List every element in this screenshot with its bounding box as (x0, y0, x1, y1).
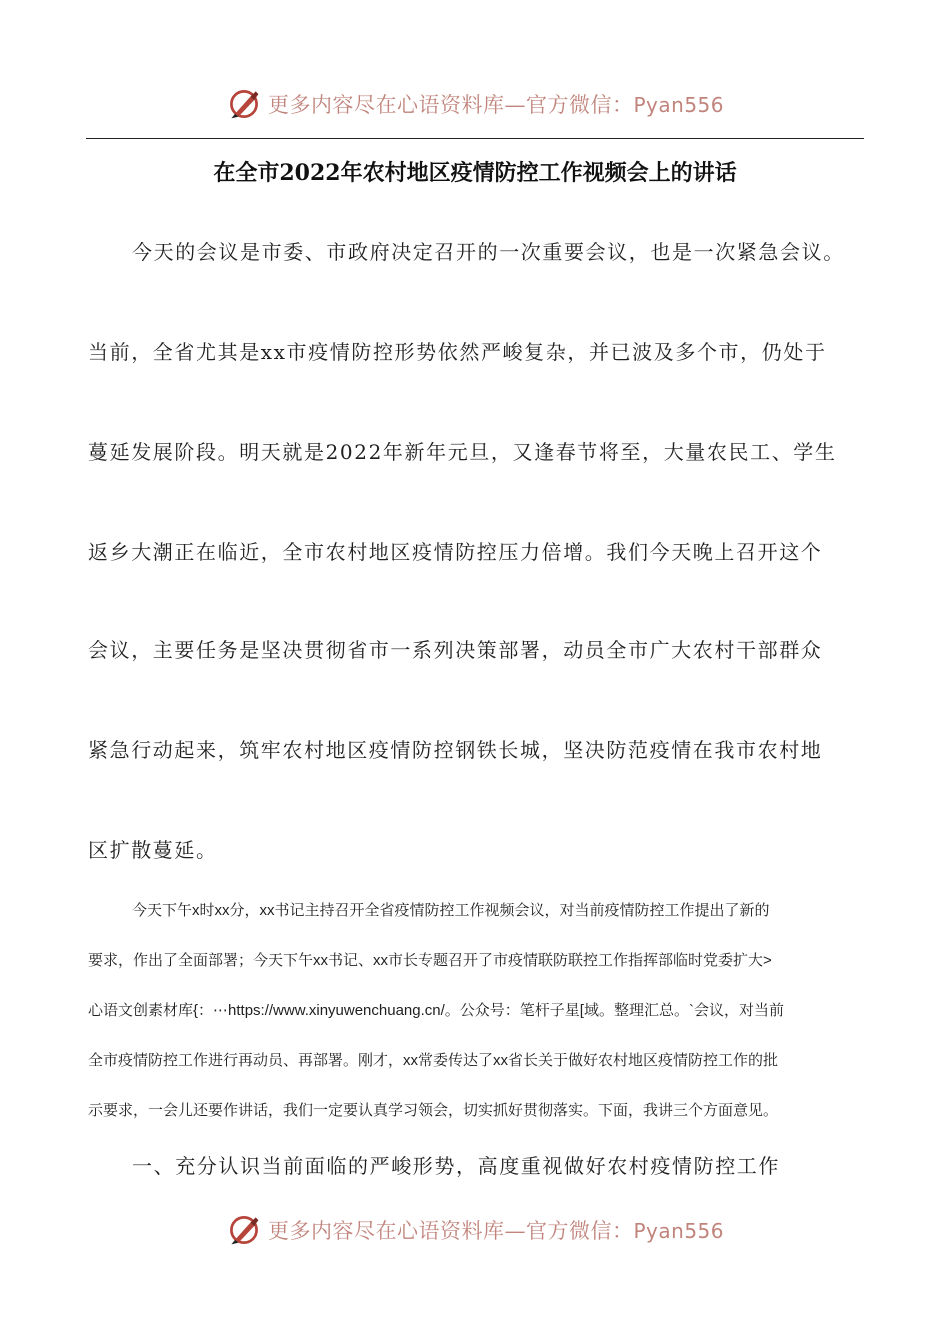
paragraph-line: 示要求，一会儿还要作讲话，我们一定要认真学习领会，切实抓好贯彻落实。下面，我讲三个方面意见。 (88, 1102, 779, 1119)
paragraph-line: 今天的会议是市委、市政府决定召开的一次重要会议，也是一次紧急会议。 (132, 240, 845, 264)
document-title: 在全市2022年农村地区疫情防控工作视频会上的讲话 (213, 160, 737, 186)
paragraph-line: 当前，全省尤其是xx市疫情防控形势依然严峻复杂，并已波及多个市，仍处于 (88, 340, 827, 364)
paragraph-line: 要求，作出了全面部署；今天下午xx书记、xx市长专题召开了市疫情联防联控工作指挥部临时党委扩大> (88, 952, 772, 969)
watermark-handle: Pyan556 (633, 1219, 724, 1243)
paragraph-line: 蔓延发展阶段。明天就是2022年新年元旦，又逢春节将至，大量农民工、学生 (88, 440, 837, 464)
paragraph-line: 会议，主要任务是坚决贯彻省市一系列决策部署，动员全市广大农村干部群众 (88, 638, 823, 662)
watermark-text: 更多内容尽在心语资料库—官方微信：Pyan556 (267, 1219, 724, 1243)
paragraph-line: 今天下午x时xx分，xx书记主持召开全省疫情防控工作视频会议，对当前疫情防控工作提出了新的 (132, 902, 770, 919)
paragraph-line: 返乡大潮正在临近，全市农村地区疫情防控压力倍增。我们今天晚上召开这个 (88, 540, 823, 564)
header-watermark (0, 82, 950, 126)
header-rule (86, 138, 864, 139)
watermark-text: 更多内容尽在心语资料库—官方微信：Pyan556 (267, 93, 724, 117)
pen-nib-logo-icon (226, 86, 262, 122)
paragraph-line: 紧急行动起来，筑牢农村地区疫情防控钢铁长城，坚决防范疫情在我市农村地 (88, 738, 823, 762)
watermark-handle: Pyan556 (633, 93, 724, 117)
paragraph-line: 全市疫情防控工作进行再动员、再部署。刚才，xx常委传达了xx省长关于做好农村地区疫情防控工作的批 (88, 1052, 779, 1069)
section-heading: 一、充分认识当前面临的严峻形势，高度重视做好农村疫情防控工作 (132, 1154, 780, 1178)
footer-watermark (0, 1208, 950, 1252)
paragraph-line: 心语文创素材库{：⋯https://www.xinyuwenchuang.cn/。公众号：笔杆子星[域。整理汇总。`会议，对当前 (88, 1002, 784, 1019)
second-paragraph (88, 894, 864, 1144)
pen-nib-logo-icon (226, 1212, 262, 1248)
paragraph-line: 区扩散蔓延。 (88, 838, 218, 862)
